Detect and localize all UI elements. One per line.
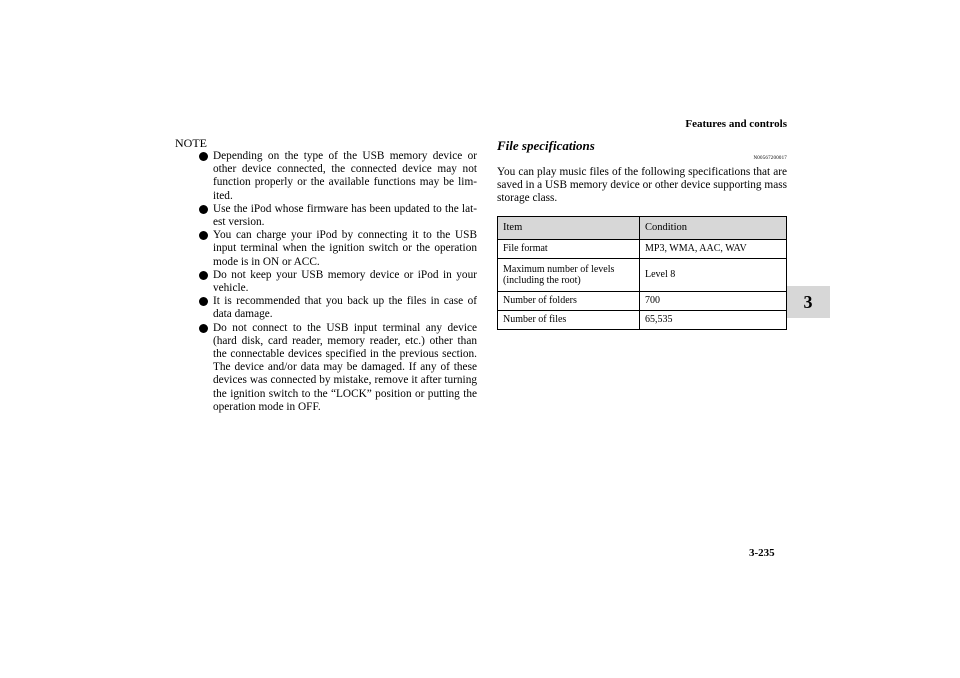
table-header-row [498, 216, 787, 239]
bullet-icon [199, 271, 208, 280]
table-cell: Number of folders [498, 291, 640, 310]
section-title [497, 138, 787, 161]
running-header: Features and controls [685, 118, 787, 130]
bullet-icon [199, 324, 208, 333]
note-item [175, 322, 477, 414]
chapter-tab: 3 [786, 286, 830, 318]
note-label: NOTE [175, 136, 207, 150]
page-number: 3-235 [749, 547, 775, 559]
table-header-condition: Condition [640, 216, 787, 239]
section-intro: You can play music files of the following specifications that are saved in a USB memory device or other device supporting mass storage class. [497, 166, 787, 205]
note-item [175, 229, 477, 269]
note-item-text: It is recommended that you back up the files in case of data damage. [213, 295, 477, 321]
table-row [498, 258, 787, 291]
note-item-text: You can charge your iPod by connecting it to the USB input terminal when the ignition switch or the operation mode is in ON or ACC. [213, 229, 477, 268]
note-item [175, 203, 477, 229]
note-item-text: Use the iPod whose firmware has been updated to the lat-est version. [213, 202, 477, 229]
section-title-text: File specifications [497, 138, 595, 153]
table-row [498, 291, 787, 310]
table-header-item: Item [498, 216, 640, 239]
bullet-icon [199, 231, 208, 240]
table-cell: MP3, WMA, AAC, WAV [640, 239, 787, 258]
section-code: N00567200017 [753, 156, 787, 161]
spec-table [497, 216, 787, 330]
table-cell: Level 8 [640, 258, 787, 291]
note-item-text: Do not keep your USB memory device or iPod in your vehicle. [213, 268, 477, 295]
table-cell: Number of files [498, 310, 640, 329]
note-item [175, 269, 477, 295]
table-cell: 700 [640, 291, 787, 310]
table-cell: 65,535 [640, 310, 787, 329]
bullet-icon [199, 297, 208, 306]
note-item-text: Depending on the type of the USB memory device or other device connected, the connected device may not function properly or the available functions may be lim-ited. [213, 150, 477, 202]
table-row [498, 310, 787, 329]
bullet-icon [199, 205, 208, 214]
note-item [175, 295, 477, 321]
note-section [175, 137, 477, 414]
file-specifications-section [497, 138, 787, 330]
note-list [175, 150, 477, 414]
bullet-icon [199, 152, 208, 161]
table-cell: File format [498, 239, 640, 258]
note-item [175, 150, 477, 203]
note-item-text: Do not connect to the USB input terminal any device (hard disk, card reader, memory reader, etc.) other than the connectable devices specified in the previous section. The device and/or data may be damaged. If any of these devices was connected by mistake, remove it after turning the ignition switch to the “LOCK” position or putting the operation mode in OFF. [213, 321, 477, 413]
table-cell: Maximum number of levels (including the root) [498, 258, 640, 291]
table-row [498, 239, 787, 258]
